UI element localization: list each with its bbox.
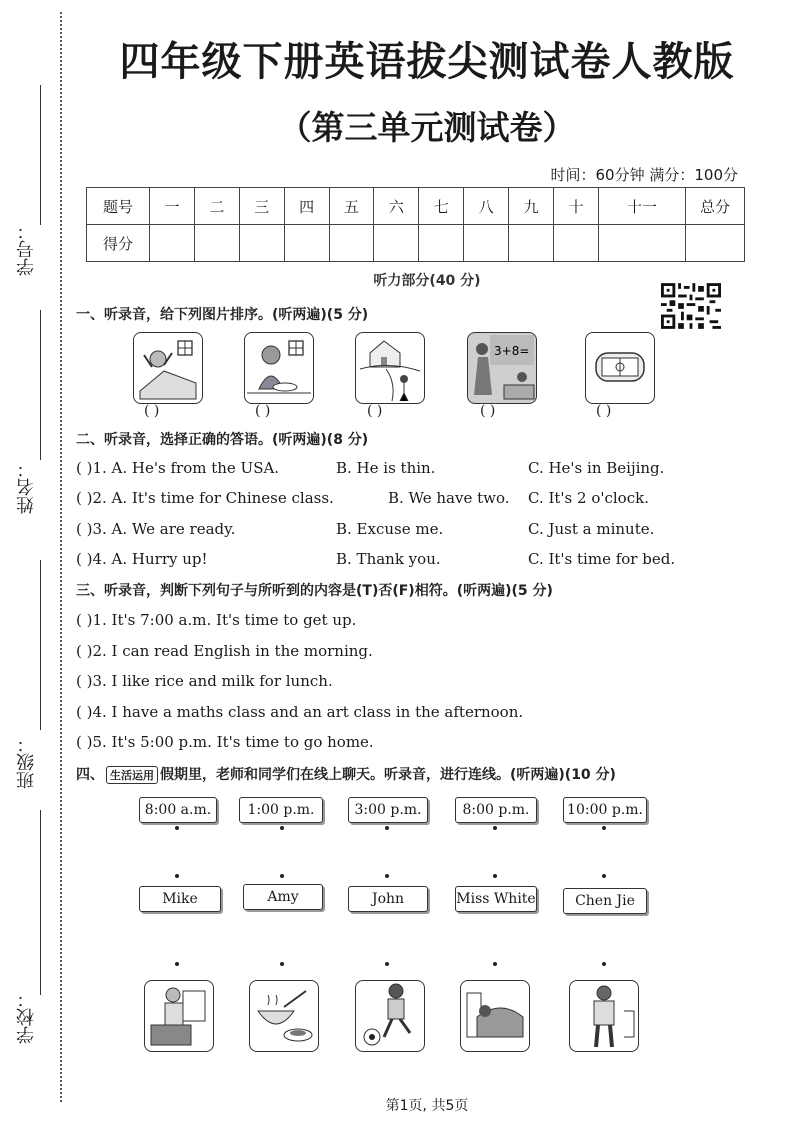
standing-icon: [569, 980, 639, 1052]
connect-dot[interactable]: [280, 962, 284, 966]
connect-dot[interactable]: [385, 962, 389, 966]
connect-dot[interactable]: [175, 826, 179, 830]
question-a: ( )3. A. We are ready.: [76, 520, 236, 538]
connect-dot[interactable]: [385, 874, 389, 878]
answer-blank[interactable]: ( ): [367, 403, 383, 419]
question-c: C. Just a minute.: [528, 520, 655, 538]
svg-text:3+8=: 3+8=: [494, 344, 530, 358]
connect-dot[interactable]: [602, 874, 606, 878]
answer-blank[interactable]: ( ): [255, 403, 271, 419]
table-cell: 六: [374, 188, 419, 225]
life-application-tag: 生活运用: [106, 766, 158, 784]
time-info: 时间：60分钟 满分：100分: [550, 166, 738, 184]
table-cell: 总分: [686, 188, 745, 225]
tf-item: ( )5. It's 5:00 p.m. It's time to go home.: [76, 733, 374, 751]
page-footer: 第1页, 共5页: [385, 1098, 469, 1114]
table-cell: 十: [554, 188, 599, 225]
class-label: 班级：: [16, 735, 37, 789]
score-cell[interactable]: [419, 225, 464, 262]
sitting-icon: [144, 980, 214, 1052]
answer-blank[interactable]: ( ): [480, 403, 496, 419]
question-b: B. Excuse me.: [336, 520, 444, 538]
connect-dot[interactable]: [602, 962, 606, 966]
question-b: B. We have two.: [388, 489, 510, 507]
tf-item: ( )3. I like rice and milk for lunch.: [76, 672, 333, 690]
name-label: 姓名：: [16, 460, 37, 514]
time-box[interactable]: 10:00 p.m.: [563, 797, 647, 823]
eating-icon: [244, 332, 314, 404]
page-title: 四年级下册英语拔尖测试卷人教版: [119, 39, 735, 85]
tf-item: ( )4. I have a maths class and an art class in the afternoon.: [76, 703, 524, 721]
question-a: ( )2. A. It's time for Chinese class.: [76, 489, 334, 507]
table-cell: 一: [150, 188, 195, 225]
waking-up-icon: [133, 332, 203, 404]
tf-item: ( )1. It's 7:00 a.m. It's time to get up.: [76, 611, 357, 629]
playground-icon: [585, 332, 655, 404]
question-b: B. Thank you.: [336, 550, 441, 568]
score-cell[interactable]: [329, 225, 374, 262]
table-cell: 五: [329, 188, 374, 225]
score-table-score-row: [87, 225, 745, 262]
score-cell[interactable]: [509, 225, 554, 262]
score-table-header-row: [87, 188, 745, 225]
section4-title: [76, 764, 616, 784]
score-cell[interactable]: [284, 225, 329, 262]
section3-title: 三、听录音，判断下列句子与所听到的内容是(T)否(F)相符。(听两遍)(5 分): [76, 583, 553, 599]
table-cell: 三: [239, 188, 284, 225]
student-id-line: [40, 85, 41, 225]
meal-icon: [249, 980, 319, 1052]
table-cell: 十一: [598, 188, 685, 225]
connect-dot[interactable]: [280, 874, 284, 878]
table-cell: 七: [419, 188, 464, 225]
sleeping-icon: [460, 980, 530, 1052]
question-c: C. It's time for bed.: [528, 550, 676, 568]
answer-blank[interactable]: ( ): [596, 403, 612, 419]
section1-title: 一、听录音，给下列图片排序。(听两遍)(5 分): [76, 307, 369, 323]
binding-dotted-line: [60, 12, 62, 1102]
connect-dot[interactable]: [602, 826, 606, 830]
tf-item: ( )2. I can read English in the morning.: [76, 642, 373, 660]
answer-blank[interactable]: ( ): [144, 403, 160, 419]
connect-dot[interactable]: [175, 874, 179, 878]
question-a: ( )1. A. He's from the USA.: [76, 459, 280, 477]
section4-prefix: 四、: [76, 767, 104, 783]
question-c: C. It's 2 o'clock.: [528, 489, 649, 507]
table-cell: 八: [464, 188, 509, 225]
name-line: [40, 310, 41, 460]
table-cell: 题号: [87, 188, 150, 225]
school-line: [40, 810, 41, 995]
connect-dot[interactable]: [493, 826, 497, 830]
class-line: [40, 560, 41, 730]
score-cell[interactable]: [194, 225, 239, 262]
table-cell: 九: [509, 188, 554, 225]
score-cell[interactable]: [239, 225, 284, 262]
score-cell[interactable]: [150, 225, 195, 262]
page-subtitle: （第三单元测试卷）: [278, 108, 576, 147]
class-icon: [467, 332, 537, 404]
connect-dot[interactable]: [385, 826, 389, 830]
connect-dot[interactable]: [493, 962, 497, 966]
time-box[interactable]: 8:00 a.m.: [139, 797, 217, 823]
name-box[interactable]: Amy: [243, 884, 323, 910]
score-cell[interactable]: [554, 225, 599, 262]
score-cell[interactable]: [374, 225, 419, 262]
question-a: ( )4. A. Hurry up!: [76, 550, 208, 568]
score-cell[interactable]: [686, 225, 745, 262]
question-b: B. He is thin.: [336, 459, 436, 477]
connect-dot[interactable]: [175, 962, 179, 966]
connect-dot[interactable]: [493, 874, 497, 878]
name-box[interactable]: Chen Jie: [563, 888, 647, 914]
name-box[interactable]: Miss White: [455, 886, 537, 912]
question-c: C. He's in Beijing.: [528, 459, 665, 477]
section4-instruction: 假期里，老师和同学们在线上聊天。听录音，进行连线。(听两遍)(10 分): [160, 767, 616, 783]
name-box[interactable]: Mike: [139, 886, 221, 912]
football-icon: [355, 980, 425, 1052]
table-cell: 四: [284, 188, 329, 225]
school-label: 学校：: [16, 990, 37, 1044]
connect-dot[interactable]: [280, 826, 284, 830]
going-home-icon: [355, 332, 425, 404]
name-box[interactable]: John: [348, 886, 428, 912]
qr-code-icon: [661, 283, 721, 329]
table-cell: 得分: [87, 225, 150, 262]
listening-header: 听力部分(40 分): [373, 273, 481, 289]
table-cell: 二: [194, 188, 239, 225]
time-box[interactable]: 3:00 p.m.: [348, 797, 428, 823]
score-table: [86, 187, 745, 262]
student-id-label: 学号：: [16, 222, 37, 276]
section2-title: 二、听录音，选择正确的答语。(听两遍)(8 分): [76, 432, 369, 448]
score-cell[interactable]: [464, 225, 509, 262]
time-box[interactable]: 8:00 p.m.: [455, 797, 537, 823]
score-cell[interactable]: [598, 225, 685, 262]
time-box[interactable]: 1:00 p.m.: [239, 797, 323, 823]
